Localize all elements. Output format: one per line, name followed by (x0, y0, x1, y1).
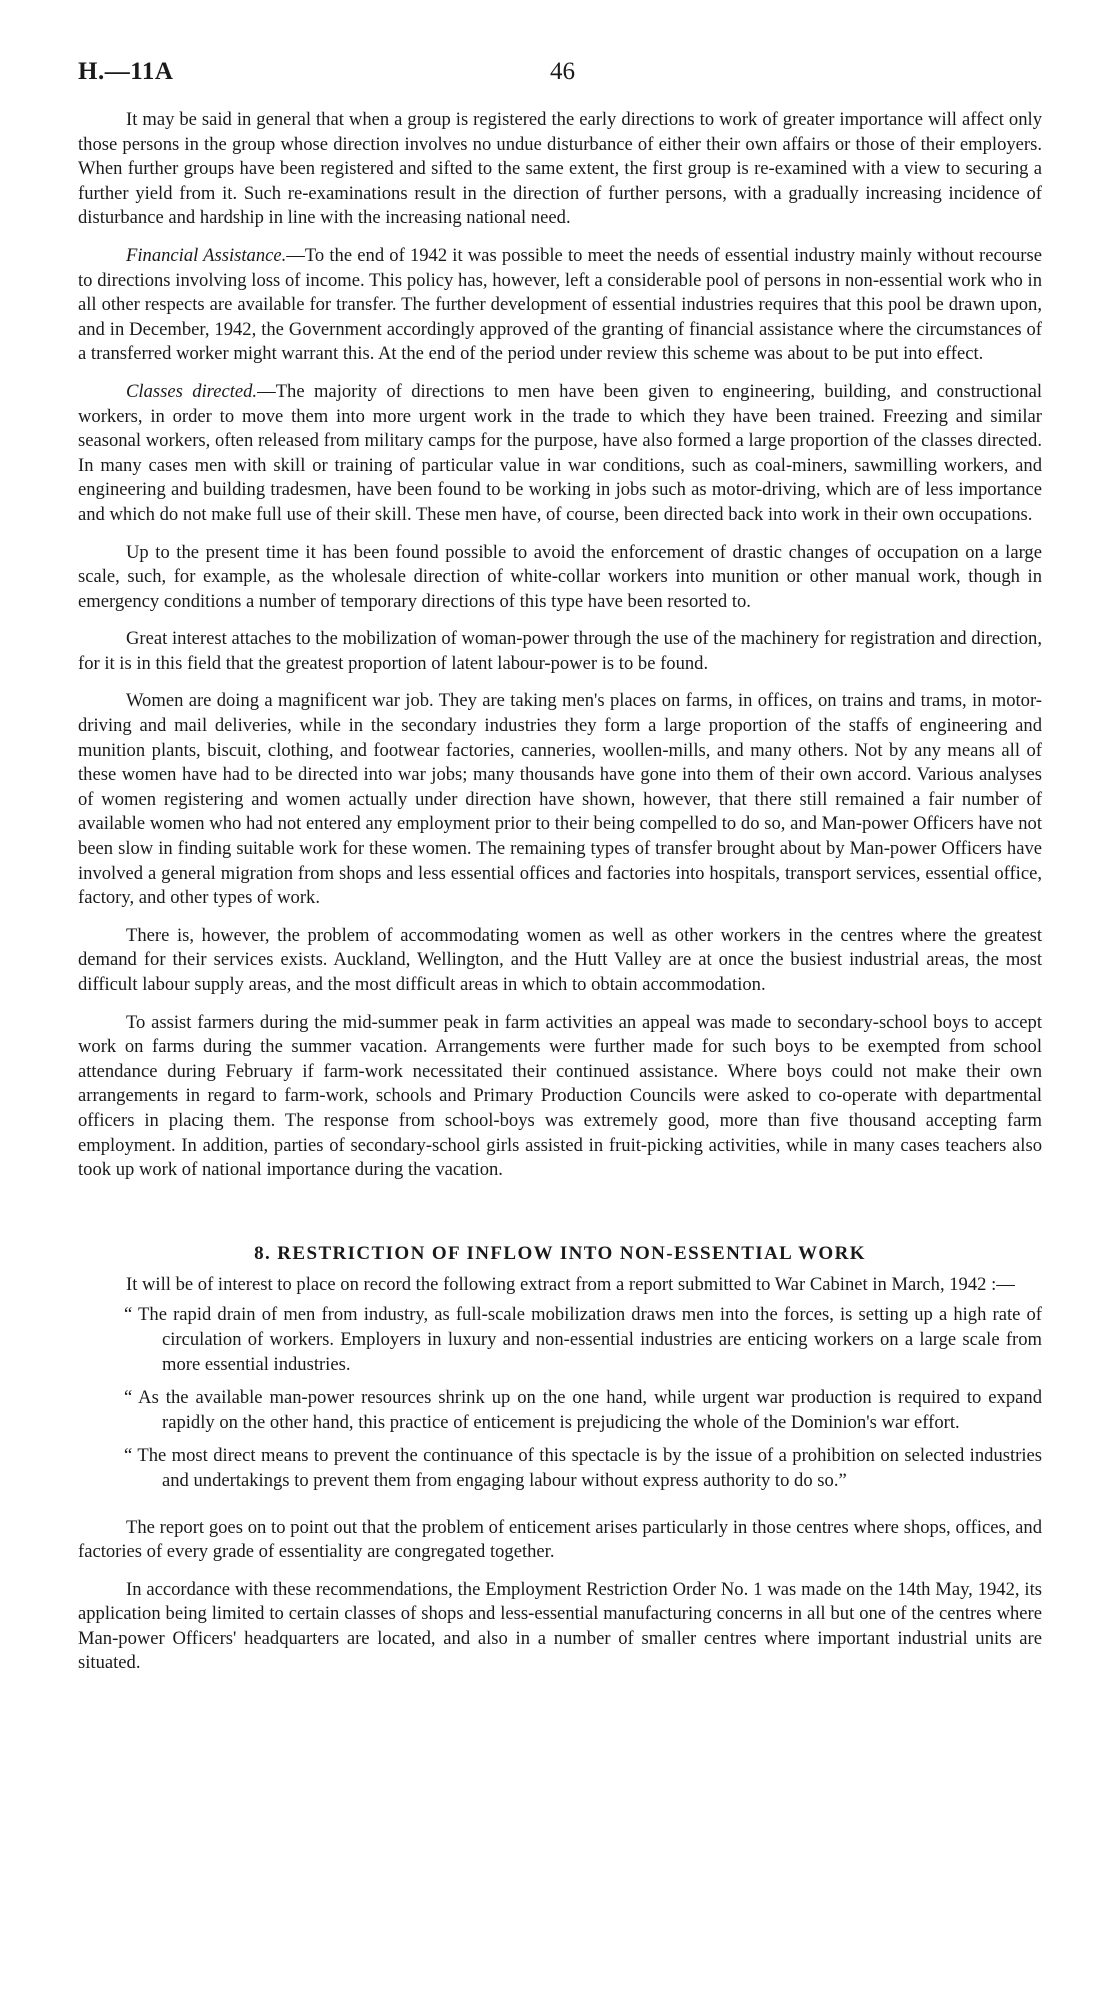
paragraph-woman-power: Great interest attaches to the mobilization of woman-power through the use of the machinery for registration and direction, for it is in this field that the greatest proportion of latent labour-power is to be found. (78, 628, 1042, 674)
paragraph-financial-assistance (78, 244, 1042, 367)
paragraph-lead-classes-directed: Classes directed. (126, 380, 258, 402)
paragraph-accommodation: There is, however, the problem of accommodating women as well as other workers in the centres where the greatest demand for their services exists. Auckland, Wellington, and the Hutt Valley are at once the busiest industrial areas, the most difficult labour supply areas, and the most difficult areas in which to obtain accommodation. (78, 924, 1042, 995)
page-header (78, 58, 1042, 98)
section-intro: It will be of interest to place on record the following extract from a report submitted to War Cabinet in March, 1942 :— (126, 1273, 1015, 1295)
paragraph-body-classes-directed: —The majority of directions to men have been given to engineering, building, and constructional workers, in order to move them into more urgent work in the trade to which they have been trained. Freezing and similar seasonal workers, often released from military camps for the purpose, have also formed a large proportion of the classes directed. In many cases men with skill or training of particular value in war conditions, such as coal-miners, sawmilling workers, and engineering and building tradesmen, have been found to be working in jobs such as motor-driving, which are of less importance and which do not make full use of their skill. These men have, of course, been directed back into work in their own occupations. (78, 380, 1042, 525)
paragraph-school-boys: To assist farmers during the mid-summer peak in farm activities an appeal was made to secondary-school boys to accept work on farms during the summer vacation. Arrangements were further made for such boys to be exempted from school attendance during February if farm-work necessitated their continued assistance. Where boys could not make their own arrangements in regard to farm-work, schools and Primary Production Councils were asked to co-operate with departmental officers in placing them. The response from school-boys was extremely good, more than five thousand accepting farm employment. In addition, parties of secondary-school girls assisted in fruit-picking activities, while in many cases teachers also took up work of national importance during the vacation. (78, 1011, 1042, 1181)
section-heading: 8. RESTRICTION OF INFLOW INTO NON-ESSENTIAL WORK (254, 1242, 866, 1264)
paragraph-classes-directed (78, 380, 1042, 528)
paragraph-enticement: The report goes on to point out that the problem of enticement arises particularly in those centres where shops, offices, and factories of every grade of essentiality are congregated together. (78, 1516, 1042, 1563)
paragraph-lead-financial-assistance: Financial Assistance. (126, 244, 287, 266)
paragraph-women-war-job: Women are doing a magnificent war job. They are taking men's places on farms, in offices, on trains and trams, in motor-driving and mail deliveries, while in the secondary industries they form a large proportion of the staffs of engineering and munition plants, biscuit, clothing, and footwear factories, canneries, woollen-mills, and many others. Not by any means all of these women have had to be directed into war jobs; many thousands have gone into them of their own accord. Various analyses of women registering and women actually under direction have shown, however, that there still remained a fair number of available women who had not entered any employment prior to their being compelled to do so, and Man-power Officers have not been slow in finding suitable work for these women. The remaining types of transfer brought about by Man-power Officers have involved a general migration from shops and less essential offices and factories into hospitals, transport services, essential office, factory, and other types of work. (78, 690, 1042, 909)
quote-item: “ The rapid drain of men from industry, as full-scale mobilization draws men into the forces, is setting up a high rate of circulation of workers. Employers in luxury and non-essential industries are enticing workers on a large scale from more essential industries. (124, 1304, 1042, 1375)
paragraph-restriction-order: In accordance with these recommendations, the Employment Restriction Order No. 1 was made on the 14th May, 1942, its application being limited to certain classes of shops and less-essential manufacturing concerns in all but one of the centres where Man-power Officers' headquarters are located, and also in a number of smaller centres where important industrial units are situated. (78, 1578, 1042, 1674)
quote-item: “ The most direct means to prevent the continuance of this spectacle is by the issue of a prohibition on selected industries and undertakings to prevent them from engaging labour without express authority to do so.” (124, 1445, 1042, 1491)
paragraph-occupation-changes: Up to the present time it has been found possible to avoid the enforcement of drastic changes of occupation on a large scale, such, for example, as the wholesale direction of white-collar workers into munition or other manual work, though in emergency conditions a number of temporary directions of this type have been resorted to. (78, 541, 1042, 612)
paragraph-body-financial-assistance: —To the end of 1942 it was possible to meet the needs of essential industry mainly without recourse to directions involving loss of income. This policy has, however, left a considerable pool of persons in non-essential work who in all other respects are available for transfer. The further development of essential industries requires that this pool be drawn upon, and in December, 1942, the Government accordingly approved of the granting of financial assistance where the circumstances of a transferred worker might warrant this. At the end of the period under review this scheme was about to be put into effect. (78, 244, 1042, 365)
paragraph-group-registration: It may be said in general that when a group is registered the early directions to work of greater importance will affect only those persons in the group whose direction involves no undue disturbance of either their own affairs or those of their employers. When further groups have been registered and sifted to the same extent, the first group is re-examined with a view to securing a further yield from it. Such re-examinations result in the direction of further persons, with a gradually increasing incidence of disturbance and hardship in line with the increasing national need. (78, 109, 1042, 229)
document-reference: H.—11A (78, 58, 174, 85)
quote-item: “ As the available man-power resources shrink up on the one hand, while urgent war production is required to expand rapidly on the other hand, this practice of enticement is prejudicing the whole of the Dominion's war effort. (124, 1387, 1042, 1433)
page-number: 46 (550, 58, 575, 85)
